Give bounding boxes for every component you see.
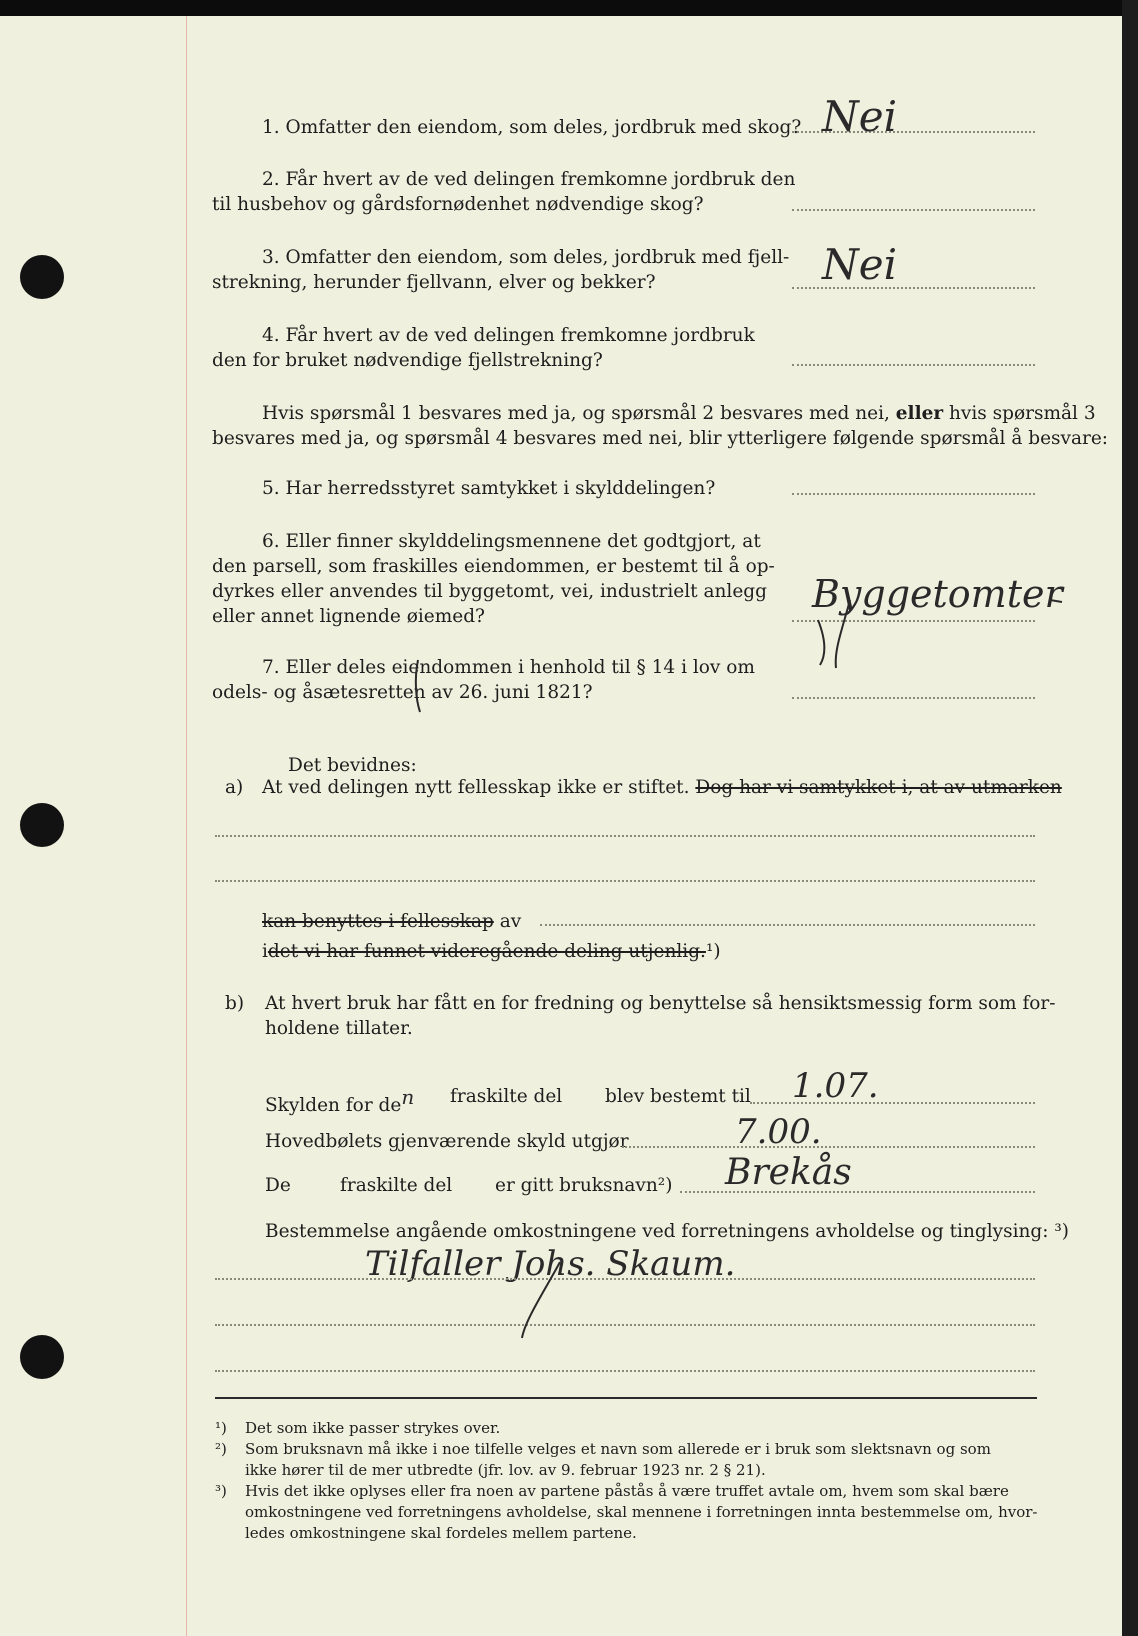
bruksnavn-a: De <box>265 1175 291 1196</box>
bruksnavn-c: er gitt bruksnavn²) <box>495 1175 673 1196</box>
question-7-line-1: 7. Eller deles eiendommen i henhold til § 14 i lov om <box>262 657 755 678</box>
question-2-line-2: til husbehov og gårdsfornødenhet nødvendige skog? <box>212 194 704 215</box>
omkostninger-value-handwritten: Tilfaller Johs. Skaum. <box>365 1244 736 1284</box>
condition-text-bold: eller <box>895 403 944 424</box>
pen-stroke <box>818 620 824 665</box>
condition-line-2: besvares med ja, og spørsmål 4 besvares med nei, blir ytterligere følgende spørsmål å besvare: <box>212 428 1109 449</box>
condition-text-c: hvis spørsmål 3 <box>949 403 1096 424</box>
question-7-line-2: odels- og åsætesretten av 26. juni 1821? <box>212 682 593 703</box>
footnote-1-mark: ¹) <box>215 1419 227 1437</box>
bevis-a-struck: Dog har vi samtykket i, at av utmarken <box>695 777 1062 798</box>
footnote-3-line-1: Hvis det ikke oplyses eller fra noen av partene påstås å være truffet avtale om, hvem som skal bære <box>245 1482 1009 1500</box>
bevis-a-line-3-pre: i <box>262 941 268 962</box>
question-2-line-1: 2. Får hvert av de ved delingen fremkomne jordbruk den <box>262 169 796 190</box>
bevis-a-text: At ved delingen nytt fellesskap ikke er stiftet. <box>262 777 690 798</box>
bevis-a-line-2-struck: kan benyttes i fellesskap <box>262 911 494 932</box>
skyld-for-de-text: Skylden for de <box>265 1095 402 1117</box>
question-6-line-1: 6. Eller finner skylddelingsmennene det godtgjort, at <box>262 531 761 552</box>
footnote-2-line-2: ikke hører til de mer utbredte (jfr. lov. av 9. februar 1923 nr. 2 § 21). <box>245 1461 766 1479</box>
skyld-value-handwritten: 1.07. <box>792 1066 879 1106</box>
bevis-a-label: a) <box>225 777 244 798</box>
footnote-3-mark: ³) <box>215 1482 227 1500</box>
pen-stroke <box>522 1262 560 1338</box>
condition-text-a: Hvis spørsmål 1 besvares med ja, og spørsmål 2 besvares med nei, <box>262 403 890 424</box>
answer-3-handwritten: Nei <box>822 240 898 289</box>
bevis-b-line-1: At hvert bruk har fått en for fredning og benyttelse så hensiktsmessig form som for- <box>265 993 1056 1014</box>
bevis-a-line-2-rest: av <box>499 911 522 932</box>
bevis-a-line-3-struck: det vi har funnet videregående deling utjenlig. <box>267 941 706 962</box>
question-1: 1. Omfatter den eiendom, som deles, jordbruk med skog? <box>262 117 802 138</box>
question-3-line-2: strekning, herunder fjellvann, elver og bekker? <box>212 272 656 293</box>
question-6-line-3: dyrkes eller anvendes til byggetomt, vei, industrielt anlegg <box>212 581 767 602</box>
omkostninger-label: Bestemmelse angående omkostningene ved forretningens avholdelse og tinglysing: ³) <box>265 1221 1070 1242</box>
bevis-b-label: b) <box>225 993 245 1014</box>
question-6-line-4: eller annet lignende øiemed? <box>212 606 485 627</box>
footnote-2-mark: ²) <box>215 1440 227 1458</box>
bevis-a-line-3-post: ¹) <box>705 941 721 962</box>
footnote-1-line-1: Det som ikke passer strykes over. <box>245 1419 501 1437</box>
question-6-line-2: den parsell, som fraskilles eiendommen, er bestemt til å op- <box>212 556 775 577</box>
skyld-line-1-c: blev bestemt til <box>605 1086 751 1107</box>
question-4-line-1: 4. Får hvert av de ved delingen fremkomne jordbruk <box>262 325 755 346</box>
skyld-handwritten-n: n <box>401 1085 415 1109</box>
bevis-heading: Det bevidnes: <box>288 755 417 776</box>
pen-stroke <box>416 660 420 712</box>
question-5: 5. Har herredsstyret samtykket i skylddelingen? <box>262 478 716 499</box>
pen-stroke <box>1050 600 1062 602</box>
bruksnavn-value-handwritten: Brekås <box>725 1152 852 1193</box>
footnote-3-line-3: ledes omkostningene skal fordeles mellem partene. <box>245 1524 637 1542</box>
hovedbol-value-handwritten: 7.00. <box>735 1112 822 1152</box>
answer-1-handwritten: Nei <box>822 92 898 141</box>
question-3-line-1: 3. Omfatter den eiendom, som deles, jordbruk med fjell- <box>262 247 790 268</box>
bevis-b-line-2: holdene tillater. <box>265 1018 413 1039</box>
hovedbol-label: Hovedbølets gjenværende skyld utgjør <box>265 1131 629 1152</box>
footnote-2-line-1: Som bruksnavn må ikke i noe tilfelle velges et navn som allerede er i bruk som slektsnavn og som <box>245 1440 991 1458</box>
footnote-3-line-2: omkostningene ved forretningens avholdelse, skal mennene i forretningen innta bestemmelse om, hvor- <box>245 1503 1038 1521</box>
answer-6-handwritten: Byggetomter <box>812 572 1063 616</box>
question-4-line-2: den for bruket nødvendige fjellstrekning? <box>212 350 603 371</box>
pen-stroke <box>836 600 850 668</box>
bruksnavn-b: fraskilte del <box>340 1175 453 1196</box>
skyld-line-1-b: fraskilte del <box>450 1086 563 1107</box>
